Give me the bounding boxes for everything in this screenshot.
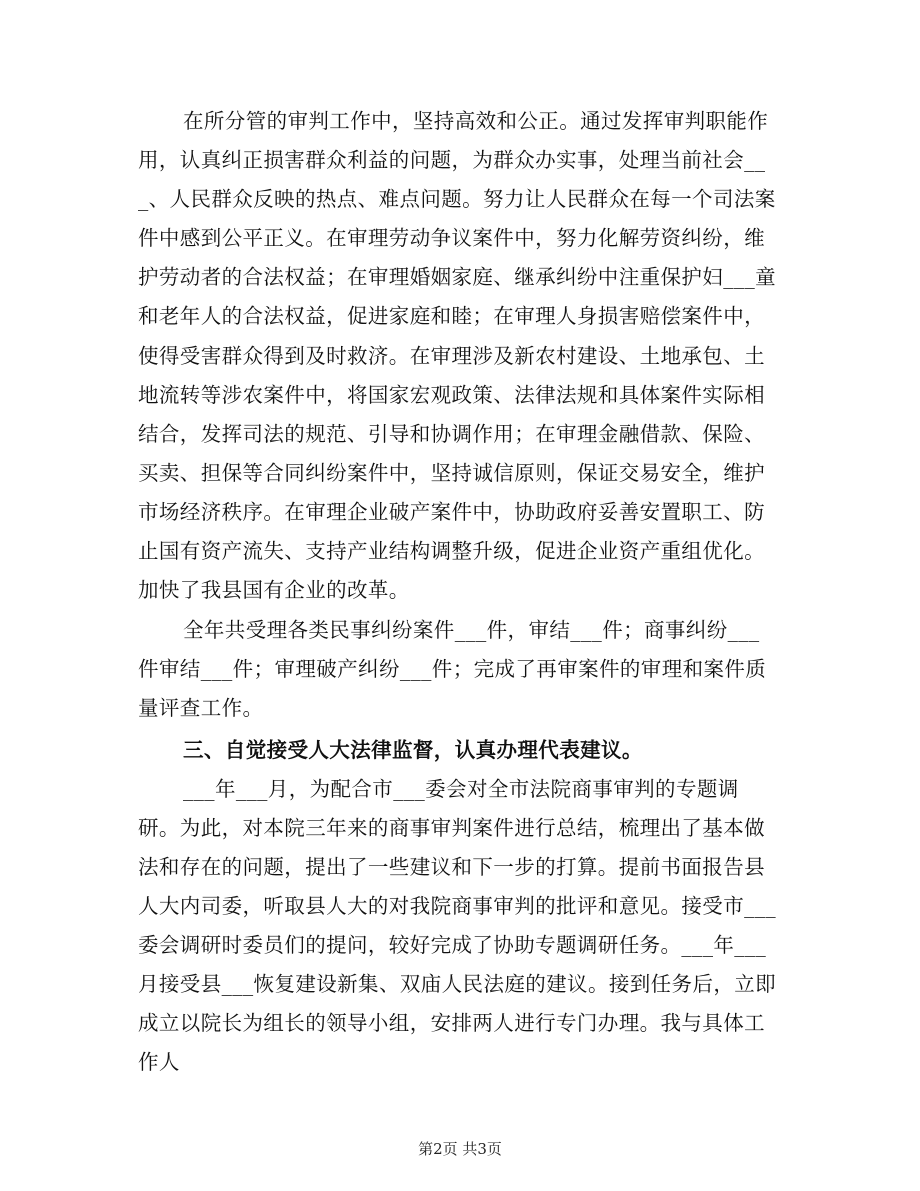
document-body — [138, 102, 778, 1082]
section-heading: 三、自觉接受人大法律监督，认真办理代表建议。 — [183, 737, 643, 762]
paragraph-supervision: ___年___月，为配合市___委会对全市法院商事审判的专题调研。为此，对本院三年来的商事审判案件进行总结，梳理出了基本做法和存在的问题，提出了一些建议和下一步的打算。提前书面报告县人大内司委，听取县人大的对我院商事审判的批评和意见。接受市___委会调研时委员们的提问，较好完成了协助专题调研任务。___年___月接受县___恢复建设新集、双庙人民法庭的建议。接到任务后，立即成立以院长为组长的领导小组，安排两人进行专门办理。我与具体工作人 — [138, 776, 777, 1075]
paragraph-case-statistics: 全年共受理各类民事纠纷案件___件，审结___件；商事纠纷___件审结___件；审理破产纠纷___件；完成了再审案件的审理和案件质量评查工作。 — [138, 618, 767, 721]
paragraph-trial-work: 在所分管的审判工作中，坚持高效和公正。通过发挥审判职能作用，认真纠正损害群众利益的问题，为群众办实事，处理当前社会___、人民群众反映的热点、难点问题。努力让人民群众在每一个司法案件中感到公平正义。在审理劳动争议案件中，努力化解劳资纠纷，维护劳动者的合法权益；在审理婚姻家庭、继承纠纷中注重保护妇___童和老年人的合法权益，促进家庭和睦；在审理人身损害赔偿案件中，使得受害群众得到及时救济。在审理涉及新农村建设、土地承包、土地流转等涉农案件中，将国家宏观政策、法律法规和具体案件实际相结合，发挥司法的规范、引导和协调作用；在审理金融借款、保险、买卖、担保等合同纠纷案件中，坚持诚信原则，保证交易安全，维护市场经济秩序。在审理企业破产案件中，协助政府妥善安置职工、防止国有资产流失、支持产业结构调整升级，促进企业资产重组优化。加快了我县国有企业的改革。 — [138, 109, 777, 603]
page-number-footer: 第2页 共3页 — [418, 1140, 502, 1158]
